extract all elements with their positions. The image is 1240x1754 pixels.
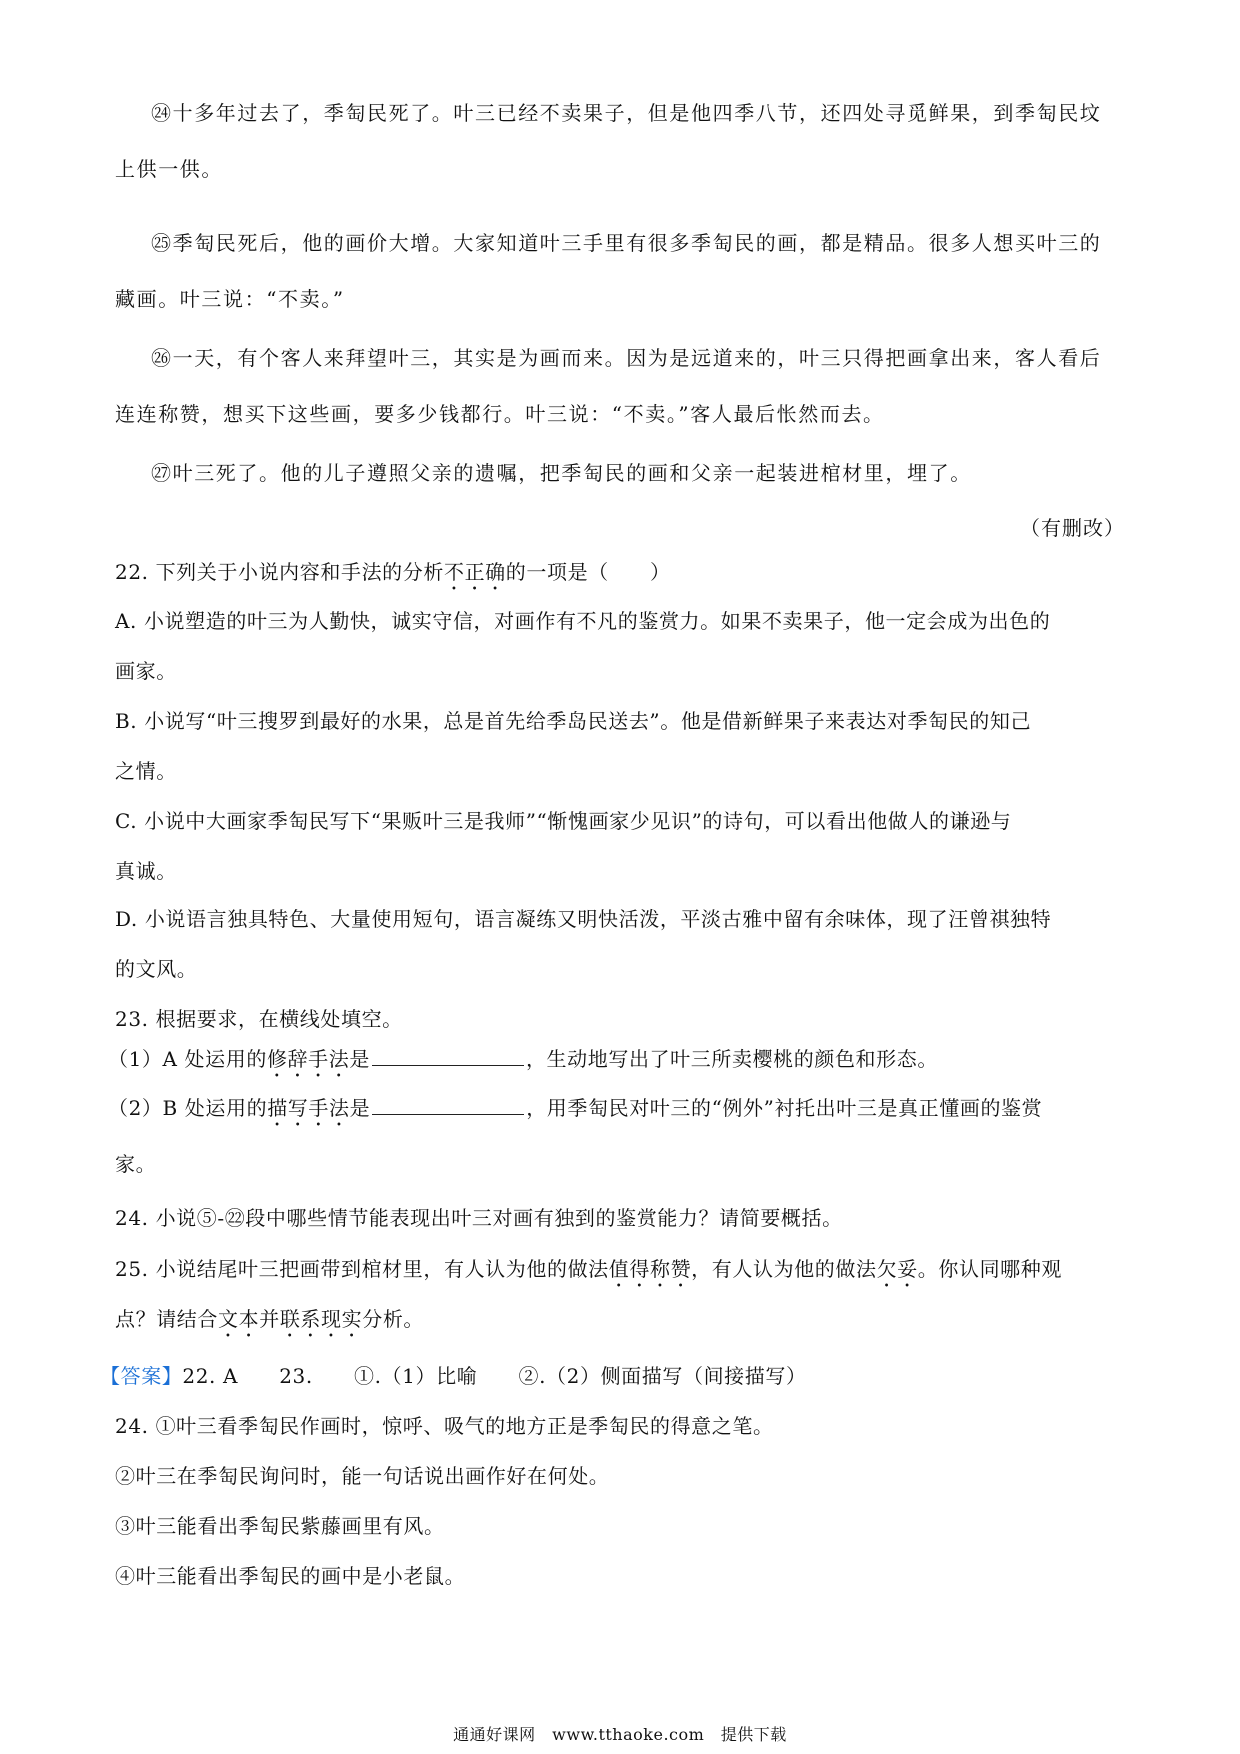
q22-stem-pre: 22. 下列关于小说内容和手法的分析 (115, 560, 444, 584)
q25-l1-a: 25. 小说结尾叶三把画带到棺材里，有人认为他的做法 (115, 1257, 609, 1281)
q22-option-c-line1: C. 小说中大画家季匋民写下“果贩叶三是我师”“惭愧画家少见识”的诗句，可以看出他做人的谦逊与 (115, 809, 1012, 833)
q25-emphasis-3: 文本 (218, 1307, 260, 1331)
answer-line-1 (100, 1360, 1110, 1389)
question-22-stem (115, 556, 1125, 595)
page-footer: 通通好课网 www.tthaoke.com 提供下载 (453, 1725, 787, 1744)
q23-s1-post: ，生动地写出了叶三所卖樱桃的颜色和形态。 (525, 1047, 938, 1071)
q25-emphasis-4: 联系现实 (279, 1307, 363, 1331)
q23-s1-mid: 是 (349, 1047, 370, 1071)
q25-l1-c: 。你认同哪种观 (917, 1257, 1062, 1281)
q22-option-a-line1: A. 小说塑造的叶三为人勤快，诚实守信，对画作有不凡的鉴赏力。如果不卖果子，他一定会成为出色的 (115, 609, 1051, 633)
answer-blank-1[interactable] (372, 1045, 524, 1066)
passage-line: ㉗叶三死了。他的儿子遵照父亲的遗嘱，把季匋民的画和父亲一起装进棺材里，埋了。 (151, 461, 972, 485)
q25-l1-b: ，有人认为他的做法 (691, 1257, 877, 1281)
passage-paragraph-26 (115, 330, 1125, 442)
q25-emphasis-1: 值得称赞 (608, 1257, 692, 1281)
q22-emphasis: 不正确 (443, 560, 506, 584)
passage-line: 上供一供。 (115, 157, 223, 181)
passage-paragraph-25 (115, 215, 1125, 327)
answer-24-item-3: ③叶三能看出季匋民紫藤画里有风。 (115, 1514, 445, 1538)
q25-emphasis-2: 欠妥 (876, 1257, 918, 1281)
q25-l2-b: 并 (259, 1307, 280, 1331)
q25-l2-a: 点？请结合 (115, 1307, 218, 1331)
q22-option-b-line2: 之情。 (115, 759, 177, 783)
q23-sub-1 (108, 1043, 1118, 1082)
passage-paragraph-24 (115, 85, 1125, 197)
passage-line: 连连称赞，想买下这些画，要多少钱都行。叶三说：“不卖。”客人最后怅然而去。 (115, 402, 885, 426)
question-25-line1 (115, 1253, 1125, 1292)
answer-24-item-4: ④叶三能看出季匋民的画中是小老鼠。 (115, 1564, 466, 1588)
q22-option-d-line2: 的文风。 (115, 957, 198, 981)
answer-24-item-2: ②叶三在季匋民询问时，能一句话说出画作好在何处。 (115, 1464, 610, 1488)
q23-sub-2-cont: 家。 (115, 1152, 157, 1176)
q23-s2-post: ，用季匋民对叶三的“例外”衬托出叶三是真正懂画的鉴赏 (526, 1096, 1043, 1120)
passage-line: ㉖一天，有个客人来拜望叶三，其实是为画而来。因为是远道来的，叶三只得把画拿出来，客人看后 (151, 346, 1102, 370)
q23-s1-emphasis: 修辞手法 (266, 1047, 350, 1071)
q22-option-b-line1: B. 小说写“叶三搜罗到最好的水果，总是首先给季岛民送去”。他是借新鲜果子来表达对季匋民的知己 (115, 709, 1032, 733)
q22-stem-post: 的一项是（ ） (505, 560, 671, 584)
q22-option-d-line1: D. 小说语言独具特色、大量使用短句，语言凝练又明快活泼，平淡古雅中留有余味体，现了汪曾祺独特 (115, 907, 1052, 931)
q23-sub-2 (108, 1092, 1118, 1131)
question-25-line2 (115, 1303, 1125, 1342)
q23-s2-mid: 是 (349, 1096, 371, 1120)
passage-paragraph-27 (115, 445, 1125, 501)
passage-line: 藏画。叶三说：“不卖。” (115, 287, 345, 311)
answer-22-23: 22. A 23. ①.（1）比喻 ②.（2）侧面描写（间接描写） (182, 1364, 807, 1388)
q23-s2-pre: （2）B 处运用的 (108, 1096, 268, 1120)
q23-s1-pre: （1）A 处运用的 (108, 1047, 267, 1071)
q22-option-a-line2: 画家。 (115, 659, 177, 683)
answer-24-item-1: 24. ①叶三看季匋民作画时，惊呼、吸气的地方正是季匋民的得意之笔。 (115, 1414, 774, 1438)
answer-blank-2[interactable] (372, 1094, 524, 1115)
passage-line: ㉔十多年过去了，季匋民死了。叶三已经不卖果子，但是他四季八节，还四处寻觅鲜果，到季匋民坟 (151, 101, 1102, 125)
q23-s2-emphasis: 描写手法 (267, 1096, 350, 1120)
source-note: （有删改） (1020, 516, 1125, 540)
passage-line: ㉕季匋民死后，他的画价大增。大家知道叶三手里有很多季匋民的画，都是精品。很多人想买叶三的 (151, 231, 1102, 255)
question-23-stem: 23. 根据要求，在横线处填空。 (115, 1007, 403, 1031)
answer-tag: 【答案】 (100, 1364, 183, 1388)
q22-option-c-line2: 真诚。 (115, 859, 177, 883)
q25-l2-c: 分析。 (362, 1307, 425, 1331)
question-24: 24. 小说⑤-㉒段中哪些情节能表现出叶三对画有独到的鉴赏能力？请简要概括。 (115, 1206, 843, 1230)
